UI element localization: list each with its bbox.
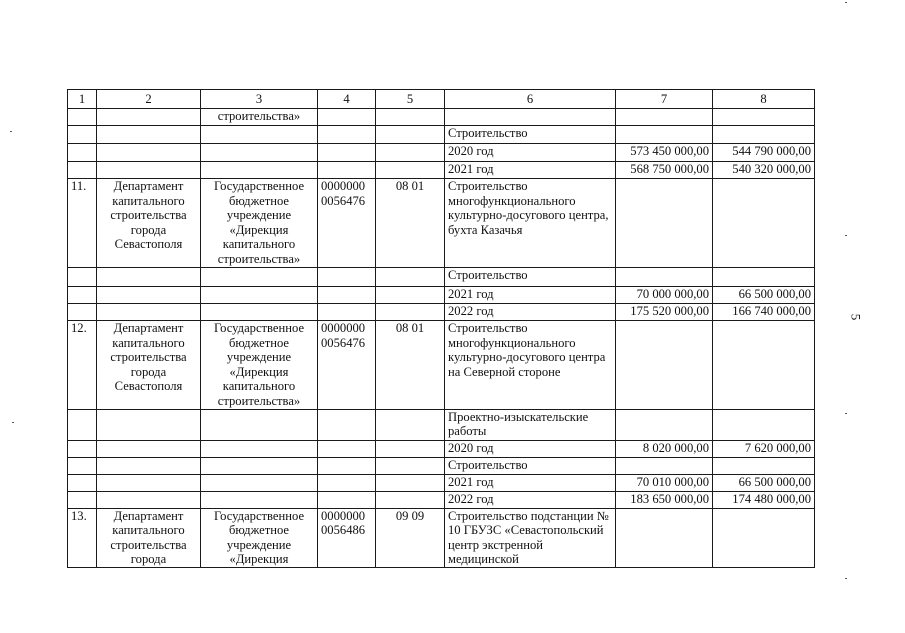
table-cell <box>713 126 815 144</box>
table-cell: Департамент капитального строительства города <box>97 508 201 567</box>
table-cell: 70 010 000,00 <box>616 474 713 491</box>
table-cell <box>68 287 97 304</box>
table-cell: 66 500 000,00 <box>713 474 815 491</box>
table-cell: Строительство <box>445 126 616 144</box>
table-row <box>68 440 815 457</box>
page-number: 5 <box>848 313 864 321</box>
table-cell: 08 01 <box>376 321 445 410</box>
table-cell: 09 09 <box>376 508 445 567</box>
table-cell <box>376 287 445 304</box>
table-cell <box>318 491 376 508</box>
table-cell <box>201 144 318 162</box>
table-cell <box>97 109 201 126</box>
table-cell <box>376 491 445 508</box>
table-cell <box>616 409 713 440</box>
table-cell <box>713 409 815 440</box>
table-cell <box>376 268 445 287</box>
table-cell <box>68 126 97 144</box>
scan-speck <box>845 2 847 3</box>
table-row <box>68 304 815 321</box>
table-cell: Государственное бюджетное учреждение «Дирекция капитального строительства» <box>201 321 318 410</box>
table-cell <box>68 304 97 321</box>
table-cell: 2021 год <box>445 162 616 179</box>
table-cell: 544 790 000,00 <box>713 144 815 162</box>
table-cell <box>68 109 97 126</box>
table-cell <box>376 304 445 321</box>
table-cell <box>318 287 376 304</box>
table-cell: 175 520 000,00 <box>616 304 713 321</box>
table-cell <box>201 491 318 508</box>
table-cell <box>97 162 201 179</box>
table-cell <box>318 144 376 162</box>
table-cell: 2021 год <box>445 287 616 304</box>
table-cell: 2020 год <box>445 144 616 162</box>
table-row <box>68 508 815 567</box>
table-cell <box>201 162 318 179</box>
table-cell: 12. <box>68 321 97 410</box>
table-row <box>68 321 815 410</box>
table-cell: Государственное бюджетное учреждение «Дирекция капитального строительства» <box>201 179 318 268</box>
table-cell: 183 650 000,00 <box>616 491 713 508</box>
column-header: 3 <box>201 90 318 109</box>
table-cell <box>616 321 713 410</box>
scan-speck <box>845 413 847 414</box>
table-cell: Строительство подстанции № 10 ГБУЗС «Севастопольский центр экстренной медицинской <box>445 508 616 567</box>
table-row <box>68 491 815 508</box>
column-header: 6 <box>445 90 616 109</box>
table-cell: 7 620 000,00 <box>713 440 815 457</box>
table-cell: Проектно-изыскательские работы <box>445 409 616 440</box>
table-cell <box>445 109 616 126</box>
table-cell <box>97 440 201 457</box>
table-cell <box>318 440 376 457</box>
column-header: 1 <box>68 90 97 109</box>
table-cell <box>201 457 318 474</box>
column-header: 2 <box>97 90 201 109</box>
table-cell: Строительство многофункционального культурно-досугового центра на Северной стороне <box>445 321 616 410</box>
table-cell <box>376 474 445 491</box>
table-cell <box>376 440 445 457</box>
table-cell: Департамент капитального строительства города Севастополя <box>97 179 201 268</box>
table-cell: 8 020 000,00 <box>616 440 713 457</box>
table-cell <box>713 321 815 410</box>
table-cell <box>97 409 201 440</box>
table-cell <box>201 409 318 440</box>
table-cell <box>616 457 713 474</box>
table-body <box>68 90 815 568</box>
table-cell <box>318 457 376 474</box>
table-cell <box>713 179 815 268</box>
table-row <box>68 179 815 268</box>
table-cell <box>201 304 318 321</box>
table-cell: Департамент капитального строительства города Севастополя <box>97 321 201 410</box>
table-cell: 66 500 000,00 <box>713 287 815 304</box>
table-cell: 08 01 <box>376 179 445 268</box>
table-cell <box>68 409 97 440</box>
table-cell: 0000000 0056476 <box>318 179 376 268</box>
scan-speck <box>10 131 12 132</box>
table-cell: 166 740 000,00 <box>713 304 815 321</box>
column-header: 8 <box>713 90 815 109</box>
table-row <box>68 268 815 287</box>
table-cell: 70 000 000,00 <box>616 287 713 304</box>
table-cell: Строительство многофункционального культурно-досугового центра, бухта Казачья <box>445 179 616 268</box>
scan-speck <box>12 422 14 423</box>
table-cell: строительства» <box>201 109 318 126</box>
table-cell <box>318 126 376 144</box>
table-cell: 2020 год <box>445 440 616 457</box>
table-cell <box>376 109 445 126</box>
header-row <box>68 90 815 109</box>
table-cell <box>376 457 445 474</box>
table-cell <box>97 287 201 304</box>
table-cell <box>201 126 318 144</box>
table-cell: 568 750 000,00 <box>616 162 713 179</box>
table-cell: 0000000 0056476 <box>318 321 376 410</box>
table-cell <box>713 508 815 567</box>
table-cell: 2022 год <box>445 304 616 321</box>
table-cell <box>376 144 445 162</box>
table-cell: 573 450 000,00 <box>616 144 713 162</box>
table-cell <box>616 109 713 126</box>
budget-table <box>67 89 815 568</box>
table-cell <box>713 109 815 126</box>
table-cell <box>68 440 97 457</box>
table-cell: 2021 год <box>445 474 616 491</box>
table-row <box>68 287 815 304</box>
table-cell: 0000000 0056486 <box>318 508 376 567</box>
table-cell <box>97 474 201 491</box>
table-row <box>68 109 815 126</box>
table-cell <box>97 126 201 144</box>
column-header: 4 <box>318 90 376 109</box>
table-cell <box>68 457 97 474</box>
table-cell <box>68 268 97 287</box>
table-cell <box>97 457 201 474</box>
table-row <box>68 126 815 144</box>
table-cell <box>376 126 445 144</box>
column-header: 5 <box>376 90 445 109</box>
table-cell <box>376 162 445 179</box>
table-cell <box>616 268 713 287</box>
table-cell: Строительство <box>445 268 616 287</box>
table-cell <box>318 162 376 179</box>
column-header: 7 <box>616 90 713 109</box>
table-cell <box>713 457 815 474</box>
scan-speck <box>845 235 847 236</box>
table-cell: Строительство <box>445 457 616 474</box>
table-cell <box>201 440 318 457</box>
table-cell: Государственное бюджетное учреждение «Дирекция <box>201 508 318 567</box>
table-cell: 540 320 000,00 <box>713 162 815 179</box>
table-cell <box>97 268 201 287</box>
table-cell: 13. <box>68 508 97 567</box>
table-cell <box>68 162 97 179</box>
table-cell <box>97 144 201 162</box>
table-cell <box>616 179 713 268</box>
scan-speck <box>845 578 847 579</box>
table-cell <box>68 491 97 508</box>
table-cell <box>318 474 376 491</box>
table-row <box>68 144 815 162</box>
table-cell: 2022 год <box>445 491 616 508</box>
table-cell <box>616 126 713 144</box>
table-cell <box>97 304 201 321</box>
table-cell <box>616 508 713 567</box>
table-cell <box>68 474 97 491</box>
table-cell: 174 480 000,00 <box>713 491 815 508</box>
table-row <box>68 457 815 474</box>
table-cell <box>318 409 376 440</box>
table-cell <box>201 287 318 304</box>
table-cell <box>201 268 318 287</box>
table-cell <box>318 109 376 126</box>
table-cell <box>201 474 318 491</box>
table-cell <box>713 268 815 287</box>
table-row <box>68 474 815 491</box>
table-cell <box>68 144 97 162</box>
table-row <box>68 409 815 440</box>
table-cell <box>97 491 201 508</box>
table-cell <box>376 409 445 440</box>
table-cell: 11. <box>68 179 97 268</box>
table-cell <box>318 268 376 287</box>
table-cell <box>318 304 376 321</box>
table-row <box>68 162 815 179</box>
